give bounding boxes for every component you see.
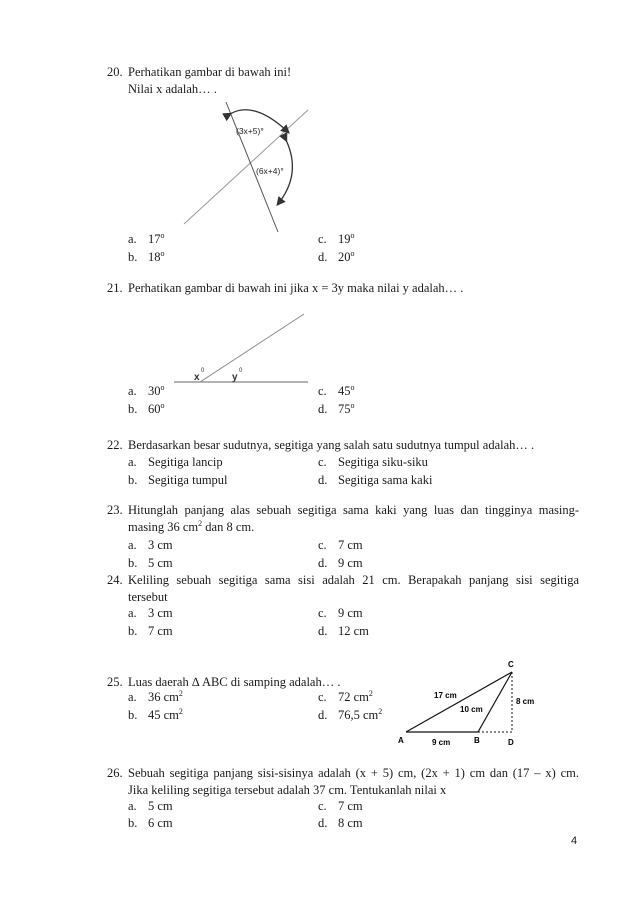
option-b[interactable]: b. 45 $cm^2$ [128, 706, 183, 722]
option-a[interactable]: a. Segitiga lancip [128, 455, 223, 469]
question-24 [107, 572, 579, 606]
option-c[interactable]: c. 72 $cm^2$ [318, 688, 373, 704]
label-8cm: 8 cm [516, 697, 535, 706]
question-number: 23. [107, 503, 123, 517]
option-d[interactable]: d. 20$^o$ [318, 248, 355, 264]
question-text [128, 765, 579, 799]
option-a[interactable]: a. 3 cm [128, 538, 173, 552]
angle-y-label: y [232, 372, 238, 383]
question-number: 22. [107, 438, 123, 452]
question-number: 24. [107, 573, 123, 587]
option-a[interactable]: a. 17$^o$ [128, 230, 165, 246]
question-line: Hitunglah panjang alas sebuah segitiga sama kaki yang luas dan tingginya masing- [128, 503, 579, 517]
question-line: masing 36 $cm^2$ dan 8 cm. [128, 518, 255, 534]
question-23 [107, 502, 579, 536]
label-9cm: 9 cm [432, 738, 451, 747]
option-b[interactable]: b. 6 cm [128, 816, 173, 830]
option-b[interactable]: b. Segitiga tumpul [128, 473, 228, 487]
question-text [128, 502, 579, 536]
question-line: Perhatikan gambar di bawah ini! [128, 65, 292, 79]
label-17cm: 17 cm [434, 691, 457, 700]
angle-label-right: (6x+4)° [256, 166, 284, 176]
option-b[interactable]: b. 60$^o$ [128, 400, 165, 416]
option-a[interactable]: a. 36 $cm^2$ [128, 688, 183, 704]
option-a[interactable]: a. 3 cm [128, 606, 173, 620]
intersecting-lines-figure [180, 98, 320, 233]
question-line: Sebuah segitiga panjang sisi-sisinya adalah (x + 5) cm, (2x + 1) cm dan (17 – x) cm. [128, 766, 579, 780]
angle-on-line-figure [160, 308, 320, 386]
question-22 [107, 437, 579, 454]
question-line: Jika keliling segitiga tersebut adalah 37 cm. Tentukanlah nilai x [128, 783, 447, 797]
question-20 [107, 64, 579, 98]
option-c[interactable]: c. 9 cm [318, 606, 363, 620]
option-d[interactable]: d. 9 cm [318, 556, 363, 570]
question-text [128, 572, 579, 606]
ray [200, 314, 304, 382]
option-a[interactable]: a. 30$^o$ [128, 382, 165, 398]
option-d[interactable]: d. 76,5 $cm^2$ [318, 706, 383, 722]
question-line: Perhatikan gambar di bawah ini jika x = 3y maka nilai y adalah… . [128, 281, 464, 295]
question-21 [107, 280, 579, 297]
question-number: 25. [107, 675, 123, 689]
option-d[interactable]: d. 12 cm [318, 624, 369, 638]
question-line: Keliling sebuah segitiga sama sisi adalah 21 cm. Berapakah panjang sisi segitiga [128, 573, 579, 587]
question-text [128, 280, 579, 297]
question-text [128, 64, 579, 98]
vertex-a: A [398, 736, 404, 745]
option-b[interactable]: b. 5 cm [128, 556, 173, 570]
question-number: 20. [107, 65, 123, 79]
option-c[interactable]: c. 45$^o$ [318, 382, 355, 398]
question-text [128, 437, 579, 454]
question-line: Luas daerah ∆ ABC di samping adalah… . [128, 675, 341, 689]
option-b[interactable]: b. 18$^o$ [128, 248, 165, 264]
angle-x-label: x [194, 372, 200, 383]
question-number: 26. [107, 766, 123, 780]
question-line: tersebut [128, 590, 168, 604]
label-10cm: 10 cm [460, 705, 483, 714]
option-a[interactable]: a. 5 cm [128, 799, 173, 813]
vertex-d: D [508, 738, 514, 747]
side-ac [406, 672, 512, 732]
option-d[interactable]: d. Segitiga sama kaki [318, 473, 433, 487]
option-c[interactable]: c. 7 cm [318, 799, 363, 813]
angle-label-top: (3x+5)° [236, 126, 264, 136]
option-c[interactable]: c. 19$^o$ [318, 230, 355, 246]
vertex-b: B [474, 736, 480, 745]
question-26 [107, 765, 579, 799]
option-d[interactable]: d. 8 cm [318, 816, 363, 830]
angle-y-degree: 0 [239, 368, 243, 374]
option-d[interactable]: d. 75$^o$ [318, 400, 355, 416]
page-number: 4 [571, 835, 578, 847]
vertex-c: C [508, 660, 514, 669]
option-c[interactable]: c. Segitiga siku-siku [318, 455, 428, 469]
question-line: Berdasarkan besar sudutnya, segitiga yang salah satu sudutnya tumpul adalah… . [128, 438, 535, 452]
question-line: Nilai x adalah… . [128, 82, 217, 96]
option-c[interactable]: c. 7 cm [318, 538, 363, 552]
question-number: 21. [107, 281, 123, 295]
triangle-abc-figure [394, 656, 544, 748]
option-b[interactable]: b. 7 cm [128, 624, 173, 638]
angle-x-degree: 0 [201, 368, 205, 374]
